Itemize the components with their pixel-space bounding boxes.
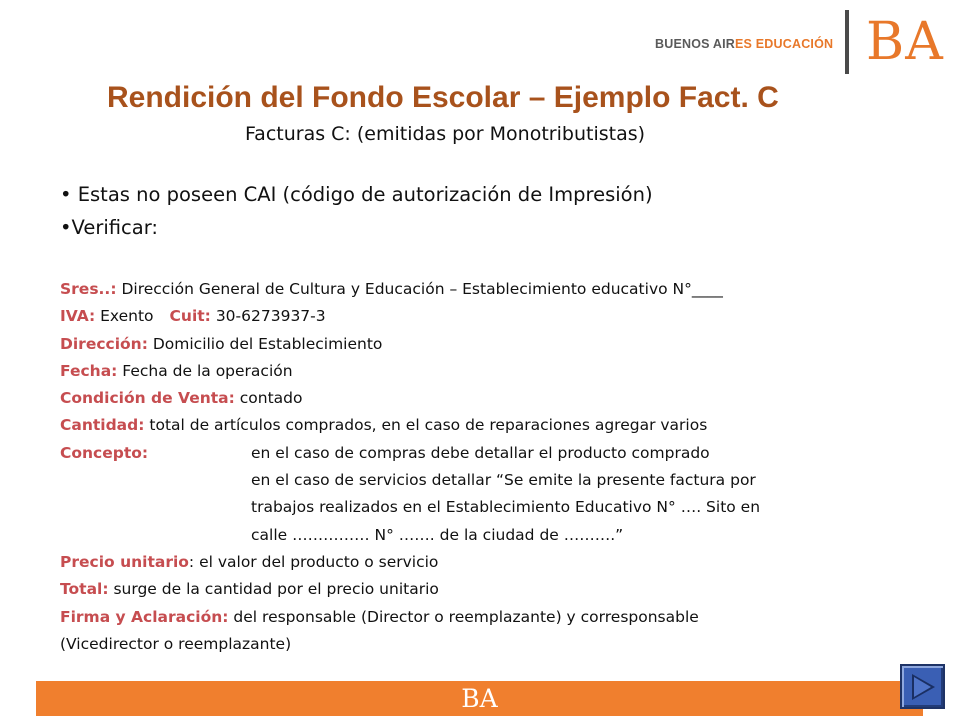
field-firma-cont <box>60 631 920 658</box>
field-label: Firma y Aclaración: <box>60 607 229 626</box>
ba-logo: BA <box>866 12 944 72</box>
field-value: : el valor del producto o servicio <box>188 552 439 571</box>
field-label: IVA: <box>60 307 96 326</box>
field-concepto-cont <box>60 494 920 521</box>
concepto-line: en el caso de compras debe detallar el producto comprado <box>251 443 710 462</box>
field-concepto-cont <box>60 467 920 494</box>
field-label: Sres..: <box>60 280 117 298</box>
field-label: Condición de Venta: <box>60 389 235 408</box>
field-label: Concepto: <box>60 443 149 462</box>
field-concepto <box>60 440 920 467</box>
field-label: Cantidad: <box>60 416 145 435</box>
brand-name <box>655 37 833 51</box>
brand-divider <box>845 10 849 74</box>
field-value: total de artículos comprados, en el caso de reparaciones agregar varios <box>144 416 708 435</box>
field-condicion-venta <box>60 385 920 412</box>
next-slide-button[interactable] <box>900 664 945 709</box>
field-label: Fecha: <box>60 361 118 380</box>
concepto-line: en el caso de servicios detallar “Se emite la presente factura por <box>251 471 756 490</box>
field-value: contado <box>234 389 303 408</box>
slide-subtitle: Facturas C: (emitidas por Monotributistas) <box>245 123 646 145</box>
field-fecha <box>60 358 920 385</box>
field-concepto-cont <box>60 522 920 549</box>
field-value: Domicilio del Establecimiento <box>147 334 383 353</box>
field-label: Precio unitario <box>60 552 189 571</box>
next-arrow-icon <box>910 673 936 701</box>
field-cantidad <box>60 412 920 439</box>
invoice-fields <box>60 276 920 658</box>
field-value: Dirección General de Cultura y Educación – Establecimiento educativo N°____ <box>116 280 723 298</box>
field-precio-unitario <box>60 549 920 576</box>
field-total <box>60 576 920 603</box>
bullet-verificar: •Verificar: <box>60 216 158 239</box>
field-value: (Vicedirector o reemplazante) <box>60 634 292 653</box>
field-value: del responsable (Director o reemplazante) y corresponsable <box>228 607 699 626</box>
footer-ba-logo: BA <box>461 684 498 713</box>
concepto-line: calle …………… N° ……. de la ciudad de ……….” <box>251 525 624 544</box>
field-label: Cuit: <box>169 307 211 326</box>
field-value: 30-6273937-3 <box>210 307 326 326</box>
field-value: Fecha de la operación <box>117 361 293 380</box>
field-direccion <box>60 331 920 358</box>
slide-title: Rendición del Fondo Escolar – Ejemplo Fact. C <box>107 81 779 114</box>
concepto-line: trabajos realizados en el Establecimiento Educativo N° …. Sito en <box>251 498 761 517</box>
brand-name-part1: BUENOS AIR <box>655 37 736 51</box>
bullet-no-cai: • Estas no poseen CAI (código de autorización de Impresión) <box>60 183 653 206</box>
field-label: Total: <box>60 580 109 599</box>
field-value: Exento <box>95 307 154 326</box>
field-firma <box>60 604 920 631</box>
brand-name-part2: ES EDUCACIÓN <box>735 37 834 51</box>
field-value: surge de la cantidad por el precio unitario <box>108 580 439 599</box>
field-label: Dirección: <box>60 334 148 353</box>
field-iva-cuit <box>60 303 920 330</box>
field-sres <box>60 276 920 303</box>
footer-bar <box>36 681 923 716</box>
